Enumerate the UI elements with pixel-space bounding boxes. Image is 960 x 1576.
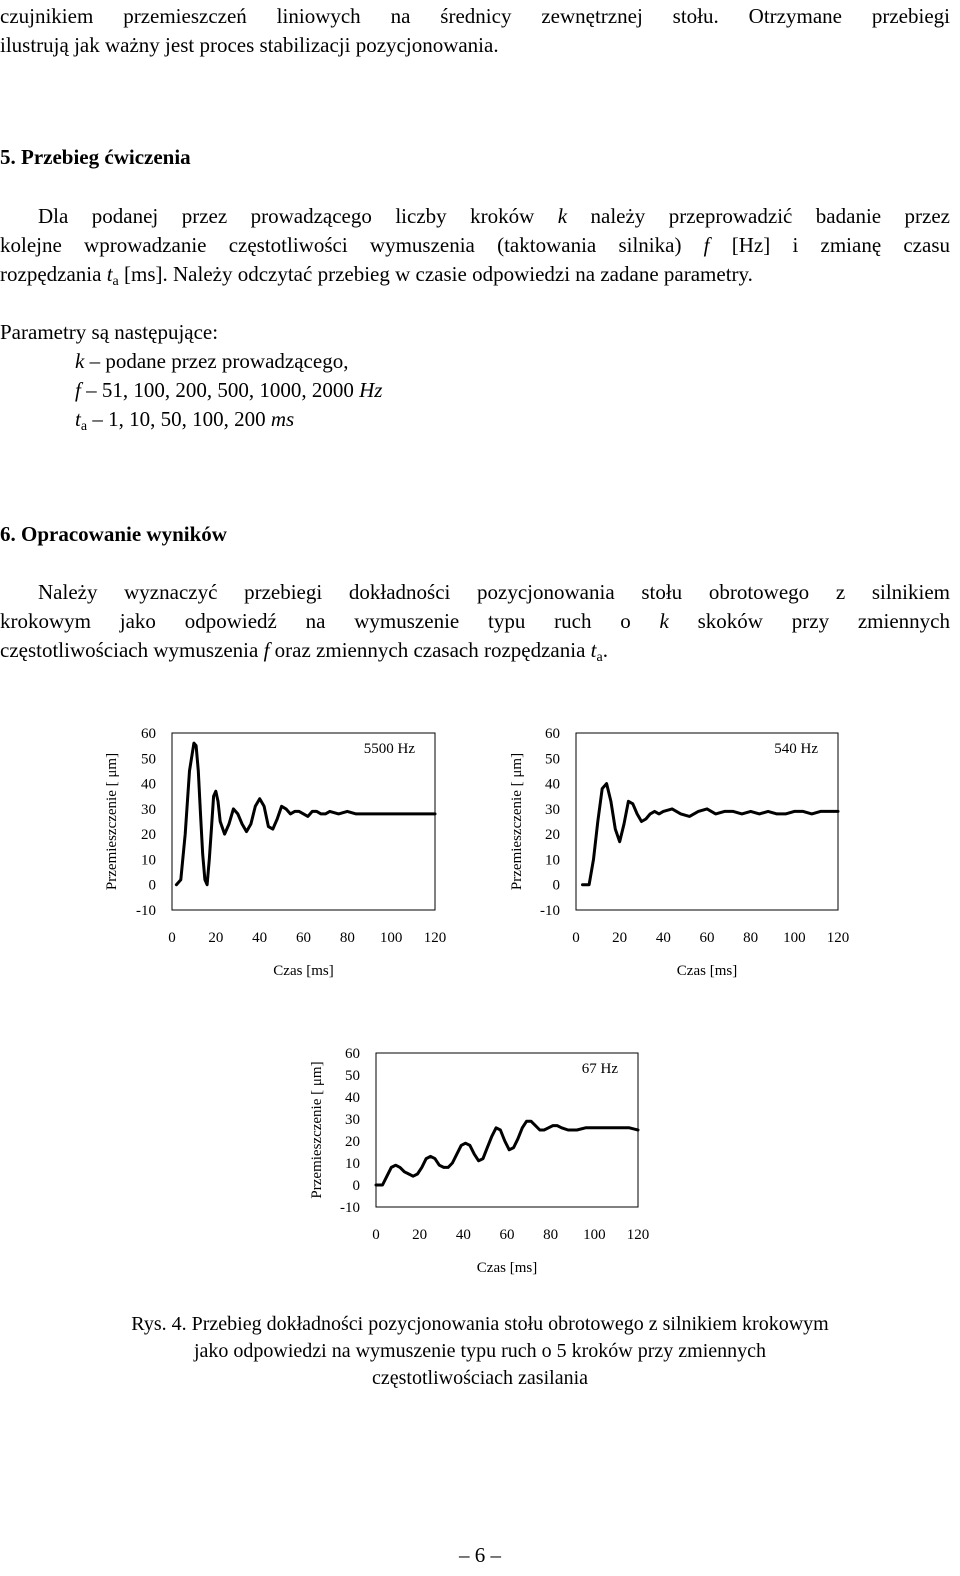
- chart-67hz: [303, 1038, 653, 1283]
- x-axis-label: Czas [ms]: [476, 1260, 538, 1276]
- x-tick-label: 120: [423, 930, 447, 946]
- chart-title: 5500 Hz: [363, 741, 415, 757]
- page-number: – 6 –: [459, 1543, 501, 1567]
- x-tick-label: 0: [372, 1227, 380, 1243]
- x-tick-label: 20: [412, 1227, 428, 1243]
- y-tick-label: 30: [545, 801, 560, 818]
- x-axis-label: Czas [ms]: [676, 963, 738, 979]
- chart-5500hz: [98, 718, 463, 988]
- y-tick-label: -10: [540, 903, 560, 919]
- section-5-heading: 5. Przebieg ćwiczenia: [0, 145, 191, 169]
- x-tick-label: 0: [572, 930, 580, 946]
- y-tick-label: -10: [136, 903, 156, 919]
- intro-line-1: czujnikiem przemieszczeń liniowych na średnicy zewnętrznej stołu. Otrzymane przebiegi: [0, 4, 950, 28]
- y-tick-label: 60: [545, 726, 560, 742]
- y-tick-label: 40: [141, 776, 156, 793]
- section-6-line-1: Należy wyznaczyć przebiegi dokładności pozycjonowania stołu obrotowego z silnikiem: [38, 580, 950, 604]
- x-tick-label: 60: [499, 1227, 515, 1243]
- y-tick-label: 30: [141, 801, 156, 818]
- param-k: k – podane przez prowadzącego,: [75, 349, 349, 373]
- y-tick-label: -10: [340, 1200, 360, 1216]
- y-tick-label: 50: [545, 751, 560, 768]
- x-tick-label: 80: [339, 930, 355, 946]
- y-tick-label: 50: [345, 1068, 360, 1084]
- param-t: $t_a - 1$, 10, 50, 100, 200 ms: [75, 407, 295, 434]
- x-tick-label: 100: [583, 1227, 606, 1243]
- y-tick-label: 60: [345, 1046, 360, 1062]
- intro-line-2: ilustrują jak ważny jest proces stabilizacji pozycjonowania.: [0, 33, 499, 57]
- y-tick-label: 20: [141, 827, 156, 844]
- section-6-heading: 6. Opracowanie wyników: [0, 522, 227, 546]
- y-tick-label: 10: [345, 1156, 360, 1172]
- y-axis-label: Przemieszczenie [ μm]: [309, 1061, 325, 1199]
- x-tick-label: 60: [699, 930, 715, 946]
- y-tick-label: 30: [345, 1112, 360, 1128]
- y-tick-label: 40: [545, 776, 560, 793]
- section-5-paragraph-line-3: rozpędzania $t_a$ [ms]. Należy odczytać przebieg w czasie odpowiedzi na zadane parametry.: [0, 262, 753, 289]
- chart-title: 540 Hz: [774, 741, 818, 757]
- params-intro: Parametry są następujące:: [0, 320, 219, 344]
- y-tick-label: 20: [345, 1134, 360, 1150]
- series-line: [376, 1121, 638, 1185]
- figure-caption-line-3: częstotliwościach zasilania: [371, 1367, 588, 1389]
- x-tick-label: 60: [296, 930, 311, 946]
- series-line: [176, 743, 435, 885]
- x-tick-label: 80: [543, 1227, 559, 1243]
- y-axis-label: Przemieszczenie [ μm]: [509, 752, 525, 891]
- y-tick-label: 20: [545, 827, 560, 844]
- x-tick-label: 120: [626, 1227, 650, 1243]
- section-6-line-3: częstotliwościach wymuszenia f oraz zmiennych czasach rozpędzania $t_a$.: [0, 638, 608, 665]
- y-tick-label: 0: [352, 1178, 360, 1194]
- series-line: [583, 784, 839, 885]
- y-tick-label: 40: [345, 1090, 360, 1106]
- x-tick-label: 40: [455, 1227, 471, 1243]
- x-tick-label: 120: [826, 930, 850, 946]
- x-tick-label: 0: [168, 930, 176, 946]
- figure-caption-line-1: Rys. 4. Przebieg dokładności pozycjonowania stołu obrotowego z silnikiem krokowym: [131, 1313, 829, 1335]
- x-tick-label: 100: [379, 930, 403, 946]
- y-tick-label: 0: [552, 877, 560, 894]
- x-tick-label: 20: [208, 930, 224, 946]
- y-axis-label: Przemieszczenie [ μm]: [104, 752, 120, 891]
- param-f: f – 51, 100, 200, 500, 1000, 2000 Hz: [75, 378, 383, 402]
- y-tick-label: 0: [148, 877, 156, 894]
- x-axis-label: Czas [ms]: [273, 963, 334, 979]
- y-tick-label: 60: [141, 726, 156, 742]
- x-tick-label: 80: [743, 930, 759, 946]
- section-6-line-2: krokowym jako odpowiedź na wymuszenie typu ruch o k skoków przy zmiennych: [0, 609, 950, 633]
- section-5-paragraph-line-2: kolejne wprowadzanie częstotliwości wymuszenia (taktowania silnika) f [Hz] i zmianę czasu: [0, 233, 950, 257]
- section-5-paragraph-line-1: Dla podanej przez prowadzącego liczby kroków k należy przeprowadzić badanie przez: [38, 204, 951, 228]
- y-tick-label: 50: [141, 751, 156, 768]
- x-tick-label: 20: [612, 930, 628, 946]
- y-tick-label: 10: [141, 852, 156, 869]
- chart-title: 67 Hz: [581, 1061, 618, 1077]
- chart-540hz: [503, 718, 868, 988]
- y-tick-label: 10: [545, 852, 560, 869]
- x-tick-label: 100: [783, 930, 806, 946]
- x-tick-label: 40: [655, 930, 671, 946]
- x-tick-label: 40: [252, 930, 268, 946]
- figure-caption-line-2: jako odpowiedzi na wymuszenie typu ruch o 5 kroków przy zmiennych: [193, 1340, 767, 1362]
